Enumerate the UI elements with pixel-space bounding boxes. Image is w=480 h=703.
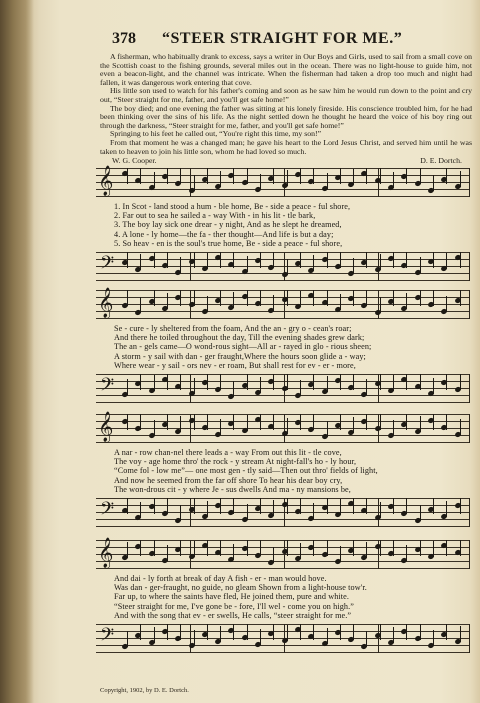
story-paragraph: A fisherman, who habitually drank to excess, says a writer in Our Boys and Girls, used to sail from a small cove on the Scottish coast to the fishing grounds, several miles out in the ocean. There was no light-house to guide him, not even a beacon-light, and the channel was intricate. When the fisherman had taken a drop too much and night had fallen, it was dangerous work entering that cove. — [100, 52, 472, 87]
note-stem — [207, 374, 208, 390]
lyric-line: 2. Far out to sea he sailed a - way With - in his lit - tle bark, — [114, 211, 316, 221]
note-stem — [167, 293, 168, 309]
note-stem — [420, 290, 421, 306]
note-stem — [154, 290, 155, 306]
note-stem — [420, 540, 421, 556]
treble-staff — [96, 290, 470, 319]
note-stem — [140, 502, 141, 518]
note-stem — [273, 252, 274, 268]
note-stem — [446, 540, 447, 556]
note-stem — [446, 624, 447, 640]
note-stem — [260, 290, 261, 306]
note-stem — [313, 503, 314, 519]
note-stem — [180, 374, 181, 390]
bar-line — [469, 540, 470, 569]
note-stem — [393, 540, 394, 556]
note-stem — [287, 259, 288, 275]
note-stem — [300, 168, 301, 184]
note-stem — [154, 540, 155, 556]
note-stem — [220, 419, 221, 435]
note-stem — [140, 297, 141, 313]
note-stem — [273, 414, 274, 430]
note-stem — [366, 498, 367, 514]
note-stem — [460, 171, 461, 187]
note-stem — [260, 252, 261, 268]
note-stem — [380, 254, 381, 270]
bar-line — [469, 252, 470, 281]
note-stem — [420, 416, 421, 432]
note-stem — [207, 540, 208, 556]
note-stem — [127, 379, 128, 395]
note-stem — [313, 414, 314, 430]
note-stem — [460, 290, 461, 306]
note-stem — [327, 290, 328, 306]
note-stem — [207, 168, 208, 184]
note-stem — [154, 252, 155, 268]
bass-staff — [96, 252, 470, 281]
note-stem — [366, 631, 367, 647]
note-stem — [300, 380, 301, 396]
note-stem — [406, 414, 407, 430]
lyrics-block — [114, 448, 464, 494]
story-paragraph: Springing to his feet he called out, “You're right this time, my son!” — [110, 129, 322, 139]
note-stem — [460, 252, 461, 268]
bar-line — [190, 252, 191, 281]
lyrics-block — [114, 202, 464, 248]
note-stem — [273, 295, 274, 311]
lyric-line: And now he seemed from the far off shore To hear his dear boy cry, — [114, 475, 343, 485]
note-stem — [207, 501, 208, 517]
note-stem — [167, 498, 168, 514]
note-stem — [340, 624, 341, 640]
note-stem — [380, 168, 381, 184]
note-stem — [247, 415, 248, 431]
note-stem — [287, 290, 288, 306]
bass-clef-icon: 𝄢 — [100, 374, 115, 399]
treble-clef-icon: 𝄞 — [98, 288, 114, 317]
note-stem — [313, 624, 314, 640]
note-stem — [327, 421, 328, 437]
note-stem — [180, 505, 181, 521]
note-stem — [167, 545, 168, 561]
note-stem — [433, 252, 434, 268]
note-stem — [300, 414, 301, 430]
note-stem — [247, 374, 248, 390]
bar-line — [284, 414, 285, 443]
note-stem — [127, 414, 128, 430]
bar-line — [469, 624, 470, 653]
lyric-line: 3. The boy lay sick one drear - y night, And as he slept he dreamed, — [114, 220, 342, 230]
note-stem — [167, 624, 168, 640]
note-stem — [380, 297, 381, 313]
note-stem — [460, 540, 461, 556]
note-stem — [300, 498, 301, 514]
note-stem — [433, 630, 434, 646]
note-stem — [327, 376, 328, 392]
note-stem — [300, 624, 301, 640]
note-stem — [327, 173, 328, 189]
note-stem — [340, 294, 341, 310]
note-stem — [406, 252, 407, 268]
note-stem — [380, 502, 381, 518]
bar-line — [190, 374, 191, 403]
note-stem — [287, 540, 288, 556]
note-stem — [340, 414, 341, 430]
lyrics-block — [114, 574, 464, 620]
bar-line — [190, 624, 191, 653]
note-stem — [420, 257, 421, 273]
note-stem — [140, 414, 141, 430]
copyright-notice: Copyright, 1902, by D. E. Dortch. — [100, 687, 189, 694]
lyric-line: Far up, to where the saints have fled, He joined them, pure and white. — [114, 592, 350, 602]
note-stem — [154, 172, 155, 188]
bar-line — [284, 290, 285, 319]
note-stem — [207, 296, 208, 312]
note-stem — [340, 168, 341, 184]
note-stem — [127, 498, 128, 514]
note-stem — [220, 252, 221, 268]
bass-staff — [96, 374, 470, 403]
note-stem — [127, 252, 128, 268]
note-stem — [353, 624, 354, 640]
note-stem — [207, 624, 208, 640]
note-stem — [273, 168, 274, 184]
note-stem — [327, 628, 328, 644]
note-stem — [340, 546, 341, 562]
note-stem — [433, 498, 434, 514]
note-stem — [380, 624, 381, 640]
note-stem — [446, 501, 447, 517]
note-stem — [300, 252, 301, 268]
note-stem — [433, 414, 434, 430]
bass-clef-icon: 𝄢 — [100, 624, 115, 649]
bar-line — [190, 498, 191, 527]
note-stem — [220, 290, 221, 306]
note-stem — [220, 540, 221, 556]
note-stem — [446, 253, 447, 269]
lyric-line: And dai - ly forth at break of day A fish - er - man would hove. — [114, 574, 327, 583]
note-stem — [180, 540, 181, 556]
note-stem — [446, 168, 447, 184]
treble-clef-icon: 𝄞 — [98, 538, 114, 567]
lyric-line: The an - gels came—O wond-rous sight—All ar - rayed in glo - rious sheen; — [114, 342, 372, 352]
note-stem — [446, 296, 447, 312]
note-stem — [353, 498, 354, 514]
note-stem — [247, 504, 248, 520]
note-stem — [260, 629, 261, 645]
story-paragraph: From that moment he was a changed man; he gave his heart to the Lord Jesus Christ, and served him until he was taken to heaven to join his little son, whom he had loved so much. — [100, 137, 472, 156]
bar-line — [284, 540, 285, 569]
note-stem — [313, 168, 314, 184]
note-stem — [327, 498, 328, 514]
note-stem — [406, 168, 407, 184]
lyric-line: The voy - age home thro' the rock - y stream At night-fall's ho - ly hour, — [114, 457, 357, 467]
note-stem — [260, 174, 261, 190]
note-stem — [233, 292, 234, 308]
note-stem — [353, 290, 354, 306]
note-stem — [140, 254, 141, 270]
note-stem — [194, 252, 195, 268]
lyric-line: The won-drous cit - y where Je - sus dwells And ma - ny mansions be, — [114, 484, 351, 494]
bass-clef-icon: 𝄢 — [100, 498, 115, 523]
lyricist-credit: W. G. Cooper. — [112, 156, 157, 165]
note-stem — [180, 290, 181, 306]
note-stem — [300, 543, 301, 559]
note-stem — [154, 498, 155, 514]
note-stem — [180, 257, 181, 273]
note-stem — [260, 498, 261, 514]
note-stem — [393, 498, 394, 514]
note-stem — [247, 540, 248, 556]
lyric-line: 4. A lone - ly home—the fa - ther thought—And life is but a day; — [114, 229, 334, 239]
lyric-line: Was dan - ger-fraught, no guide, no gleam Shown from a light-house tow'r. — [114, 583, 367, 593]
note-stem — [127, 631, 128, 647]
note-stem — [167, 168, 168, 184]
note-stem — [194, 175, 195, 191]
lyric-line: “Steer straight for me, I've gone be - fore, I'll wel - come you on high.” — [114, 601, 354, 611]
note-stem — [353, 540, 354, 556]
note-stem — [420, 624, 421, 640]
note-stem — [220, 374, 221, 390]
note-stem — [366, 542, 367, 558]
note-stem — [127, 542, 128, 558]
bass-staff — [96, 498, 470, 527]
note-stem — [180, 624, 181, 640]
lyric-line: A storm - y sail with dan - ger fraught,Where the hours soon glide a - way; — [114, 351, 366, 361]
note-stem — [233, 252, 234, 268]
bass-clef-icon: 𝄢 — [100, 252, 115, 277]
note-stem — [393, 375, 394, 391]
note-stem — [406, 293, 407, 309]
note-stem — [446, 374, 447, 390]
note-stem — [273, 624, 274, 640]
treble-staff — [96, 414, 470, 443]
note-stem — [167, 374, 168, 390]
hymn-credits — [112, 156, 472, 166]
note-stem — [287, 170, 288, 186]
note-stem — [327, 540, 328, 556]
note-stem — [353, 374, 354, 390]
note-stem — [380, 374, 381, 390]
lyric-line: And with the song that ev - er swells, He calls, “steer straight for me.” — [114, 610, 352, 620]
note-stem — [194, 498, 195, 514]
bar-line — [469, 290, 470, 319]
note-stem — [366, 379, 367, 395]
note-stem — [433, 378, 434, 394]
note-stem — [273, 547, 274, 563]
bar-line — [469, 414, 470, 443]
note-stem — [167, 252, 168, 268]
note-stem — [393, 252, 394, 268]
note-stem — [380, 540, 381, 556]
note-stem — [140, 168, 141, 184]
note-stem — [406, 545, 407, 561]
lyric-line: And there he toiled throughout the day, Till the evening shades grew dark; — [114, 333, 365, 343]
note-stem — [406, 374, 407, 390]
note-stem — [340, 374, 341, 390]
note-stem — [287, 625, 288, 641]
note-stem — [220, 498, 221, 514]
hymn-number: 378 — [112, 30, 136, 47]
note-stem — [300, 291, 301, 307]
story-paragraph: His little son used to watch for his father's coming and soon as he saw him he would run down to the point and cry out, “Steer straight for me, father, and you'll get safe home!” — [100, 86, 472, 104]
note-stem — [353, 169, 354, 185]
lyric-line: Se - cure - ly sheltered from the foam, And the an - gry o - cean's roar; — [114, 324, 352, 333]
bar-line — [469, 168, 470, 197]
note-stem — [180, 416, 181, 432]
note-stem — [247, 256, 248, 272]
note-stem — [353, 258, 354, 274]
book-binding — [0, 0, 34, 703]
note-stem — [154, 420, 155, 436]
note-stem — [287, 418, 288, 434]
note-stem — [380, 414, 381, 430]
note-stem — [393, 290, 394, 306]
note-stem — [313, 290, 314, 306]
note-stem — [433, 541, 434, 557]
note-stem — [233, 381, 234, 397]
treble-staff — [96, 168, 470, 197]
note-stem — [127, 168, 128, 184]
note-stem — [460, 498, 461, 514]
note-stem — [194, 414, 195, 430]
note-stem — [260, 377, 261, 393]
note-stem — [247, 290, 248, 306]
note-stem — [207, 414, 208, 430]
note-stem — [287, 374, 288, 390]
note-stem — [366, 252, 367, 268]
note-stem — [340, 499, 341, 515]
note-stem — [313, 374, 314, 390]
note-stem — [194, 630, 195, 646]
note-stem — [393, 420, 394, 436]
note-stem — [233, 498, 234, 514]
note-stem — [247, 168, 248, 184]
note-stem — [233, 624, 234, 640]
note-stem — [353, 417, 354, 433]
hymn-title: “STEER STRAIGHT FOR ME.” — [162, 30, 403, 47]
treble-staff — [96, 540, 470, 569]
note-stem — [366, 290, 367, 306]
note-stem — [233, 544, 234, 560]
note-stem — [340, 252, 341, 268]
note-stem — [420, 505, 421, 521]
note-stem — [313, 255, 314, 271]
note-stem — [393, 627, 394, 643]
note-stem — [287, 498, 288, 514]
note-stem — [460, 374, 461, 390]
note-stem — [194, 290, 195, 306]
hymn-header — [112, 30, 452, 52]
note-stem — [420, 374, 421, 390]
note-stem — [247, 624, 248, 640]
note-stem — [273, 500, 274, 516]
note-stem — [406, 624, 407, 640]
note-stem — [260, 414, 261, 430]
treble-clef-icon: 𝄞 — [98, 166, 114, 195]
note-stem — [233, 168, 234, 184]
note-stem — [433, 290, 434, 306]
note-stem — [366, 414, 367, 430]
note-stem — [207, 253, 208, 269]
lyric-line: “Come fol - low me”— one most gen - tly said—Then out thro' fields of light, — [114, 466, 378, 476]
lyric-line: 5. So heav - en is the soul's true home, Be - side a peace - ful shore, — [114, 238, 343, 248]
note-stem — [460, 419, 461, 435]
note-stem — [167, 414, 168, 430]
lyric-line: A nar - row chan-nel there leads a - way From out this lit - tle cove, — [114, 448, 342, 457]
lyrics-block — [114, 324, 464, 370]
bass-staff — [96, 624, 470, 653]
note-stem — [446, 414, 447, 430]
composer-credit: D. E. Dortch. — [420, 156, 462, 165]
note-stem — [393, 172, 394, 188]
treble-clef-icon: 𝄞 — [98, 412, 114, 441]
note-stem — [194, 541, 195, 557]
hymn-story — [100, 53, 472, 156]
note-stem — [313, 540, 314, 556]
bar-line — [469, 498, 470, 527]
note-stem — [194, 378, 195, 394]
note-stem — [140, 540, 141, 556]
lyric-line: 1. In Scot - land stood a hum - ble home, Be - side a peace - ful shore, — [114, 202, 351, 211]
note-stem — [406, 498, 407, 514]
note-stem — [140, 624, 141, 640]
note-stem — [220, 171, 221, 187]
note-stem — [154, 375, 155, 391]
note-stem — [233, 414, 234, 430]
story-paragraph: The boy died; and one evening the father was sitting at his lonely fireside. His conscience troubled him, for he had been thinking over the sins of his life. As the night settled down he thought he heard the voice of his boy ring out through the darkness, “Steer straight for me, father, and you'll get safe home!” — [100, 103, 472, 130]
bar-line — [469, 374, 470, 403]
note-stem — [433, 175, 434, 191]
note-stem — [366, 168, 367, 184]
note-stem — [420, 168, 421, 184]
note-stem — [140, 374, 141, 390]
note-stem — [180, 168, 181, 184]
note-stem — [220, 626, 221, 642]
note-stem — [154, 627, 155, 643]
lyric-line: Where wear - y sail - ors nev - er roam, But shall rest for ev - er - more, — [114, 360, 356, 370]
note-stem — [460, 626, 461, 642]
note-stem — [127, 290, 128, 306]
note-stem — [260, 540, 261, 556]
note-stem — [327, 252, 328, 268]
note-stem — [273, 374, 274, 390]
